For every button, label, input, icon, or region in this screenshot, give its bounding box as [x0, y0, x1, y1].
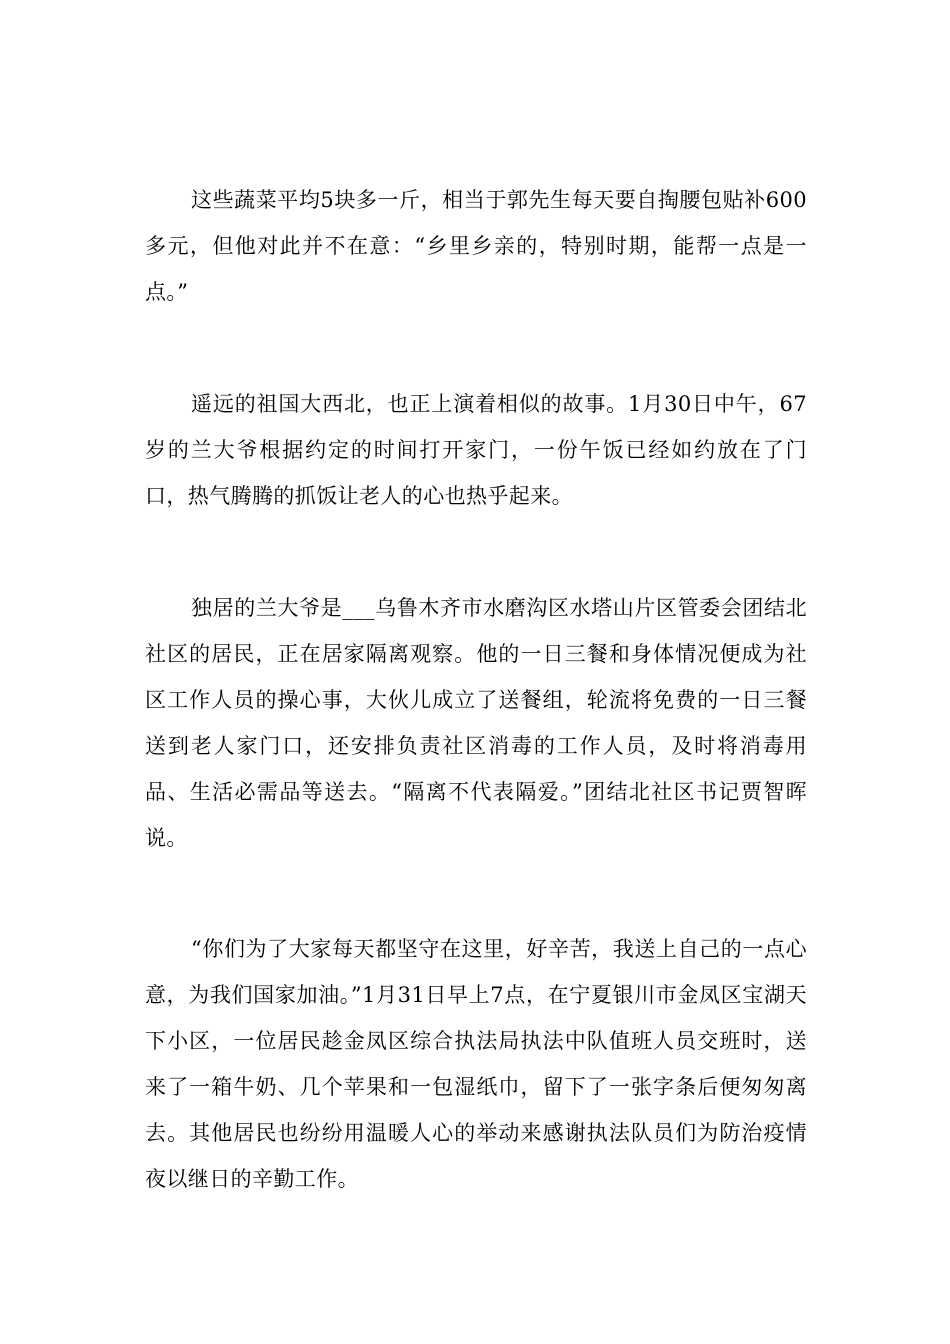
paragraph-northwest-story: 遥远的祖国大西北，也正上演着相似的故事。1月30日中午，67岁的兰大爷根据约定的时间打开家门，一份午饭已经如约放在了门口，热气腾腾的抓饭让老人的心也热乎起来。 — [145, 392, 807, 508]
paragraph-resident-gift: “你们为了大家每天都坚守在这里，好辛苦，我送上自己的一点心意，为我们国家加油。”1月31日早上7点，在宁夏银川市金凤区宝湖天下小区，一位居民趁金凤区综合执法局执法中队值班人员交班时，送来了一箱牛奶、几个苹果和一包湿纸巾，留下了一张字条后便匆匆离去。其他居民也纷纷用温暖人心的举动来感谢执法队员们为防治疫情夜以继日的辛勤工作。 — [145, 937, 807, 1191]
paragraph-vegetable-subsidy: 这些蔬菜平均5块多一斤，相当于郭先生每天要自掏腰包贴补600多元，但他对此并不在意：“乡里乡亲的，特别时期，能帮一点是一点。” — [145, 188, 807, 304]
paragraph-community-meals: 独居的兰大爷是___乌鲁木齐市水磨沟区水塔山片区管委会团结北社区的居民，正在居家隔离观察。他的一日三餐和身体情况便成为社区工作人员的操心事，大伙儿成立了送餐组，轮流将免费的一日三餐送到老人家门口，还安排负责社区消毒的工作人员，及时将消毒用品、生活必需品等送去。“隔离不代表隔爱。”团结北社区书记贾智晖说。 — [145, 596, 807, 850]
